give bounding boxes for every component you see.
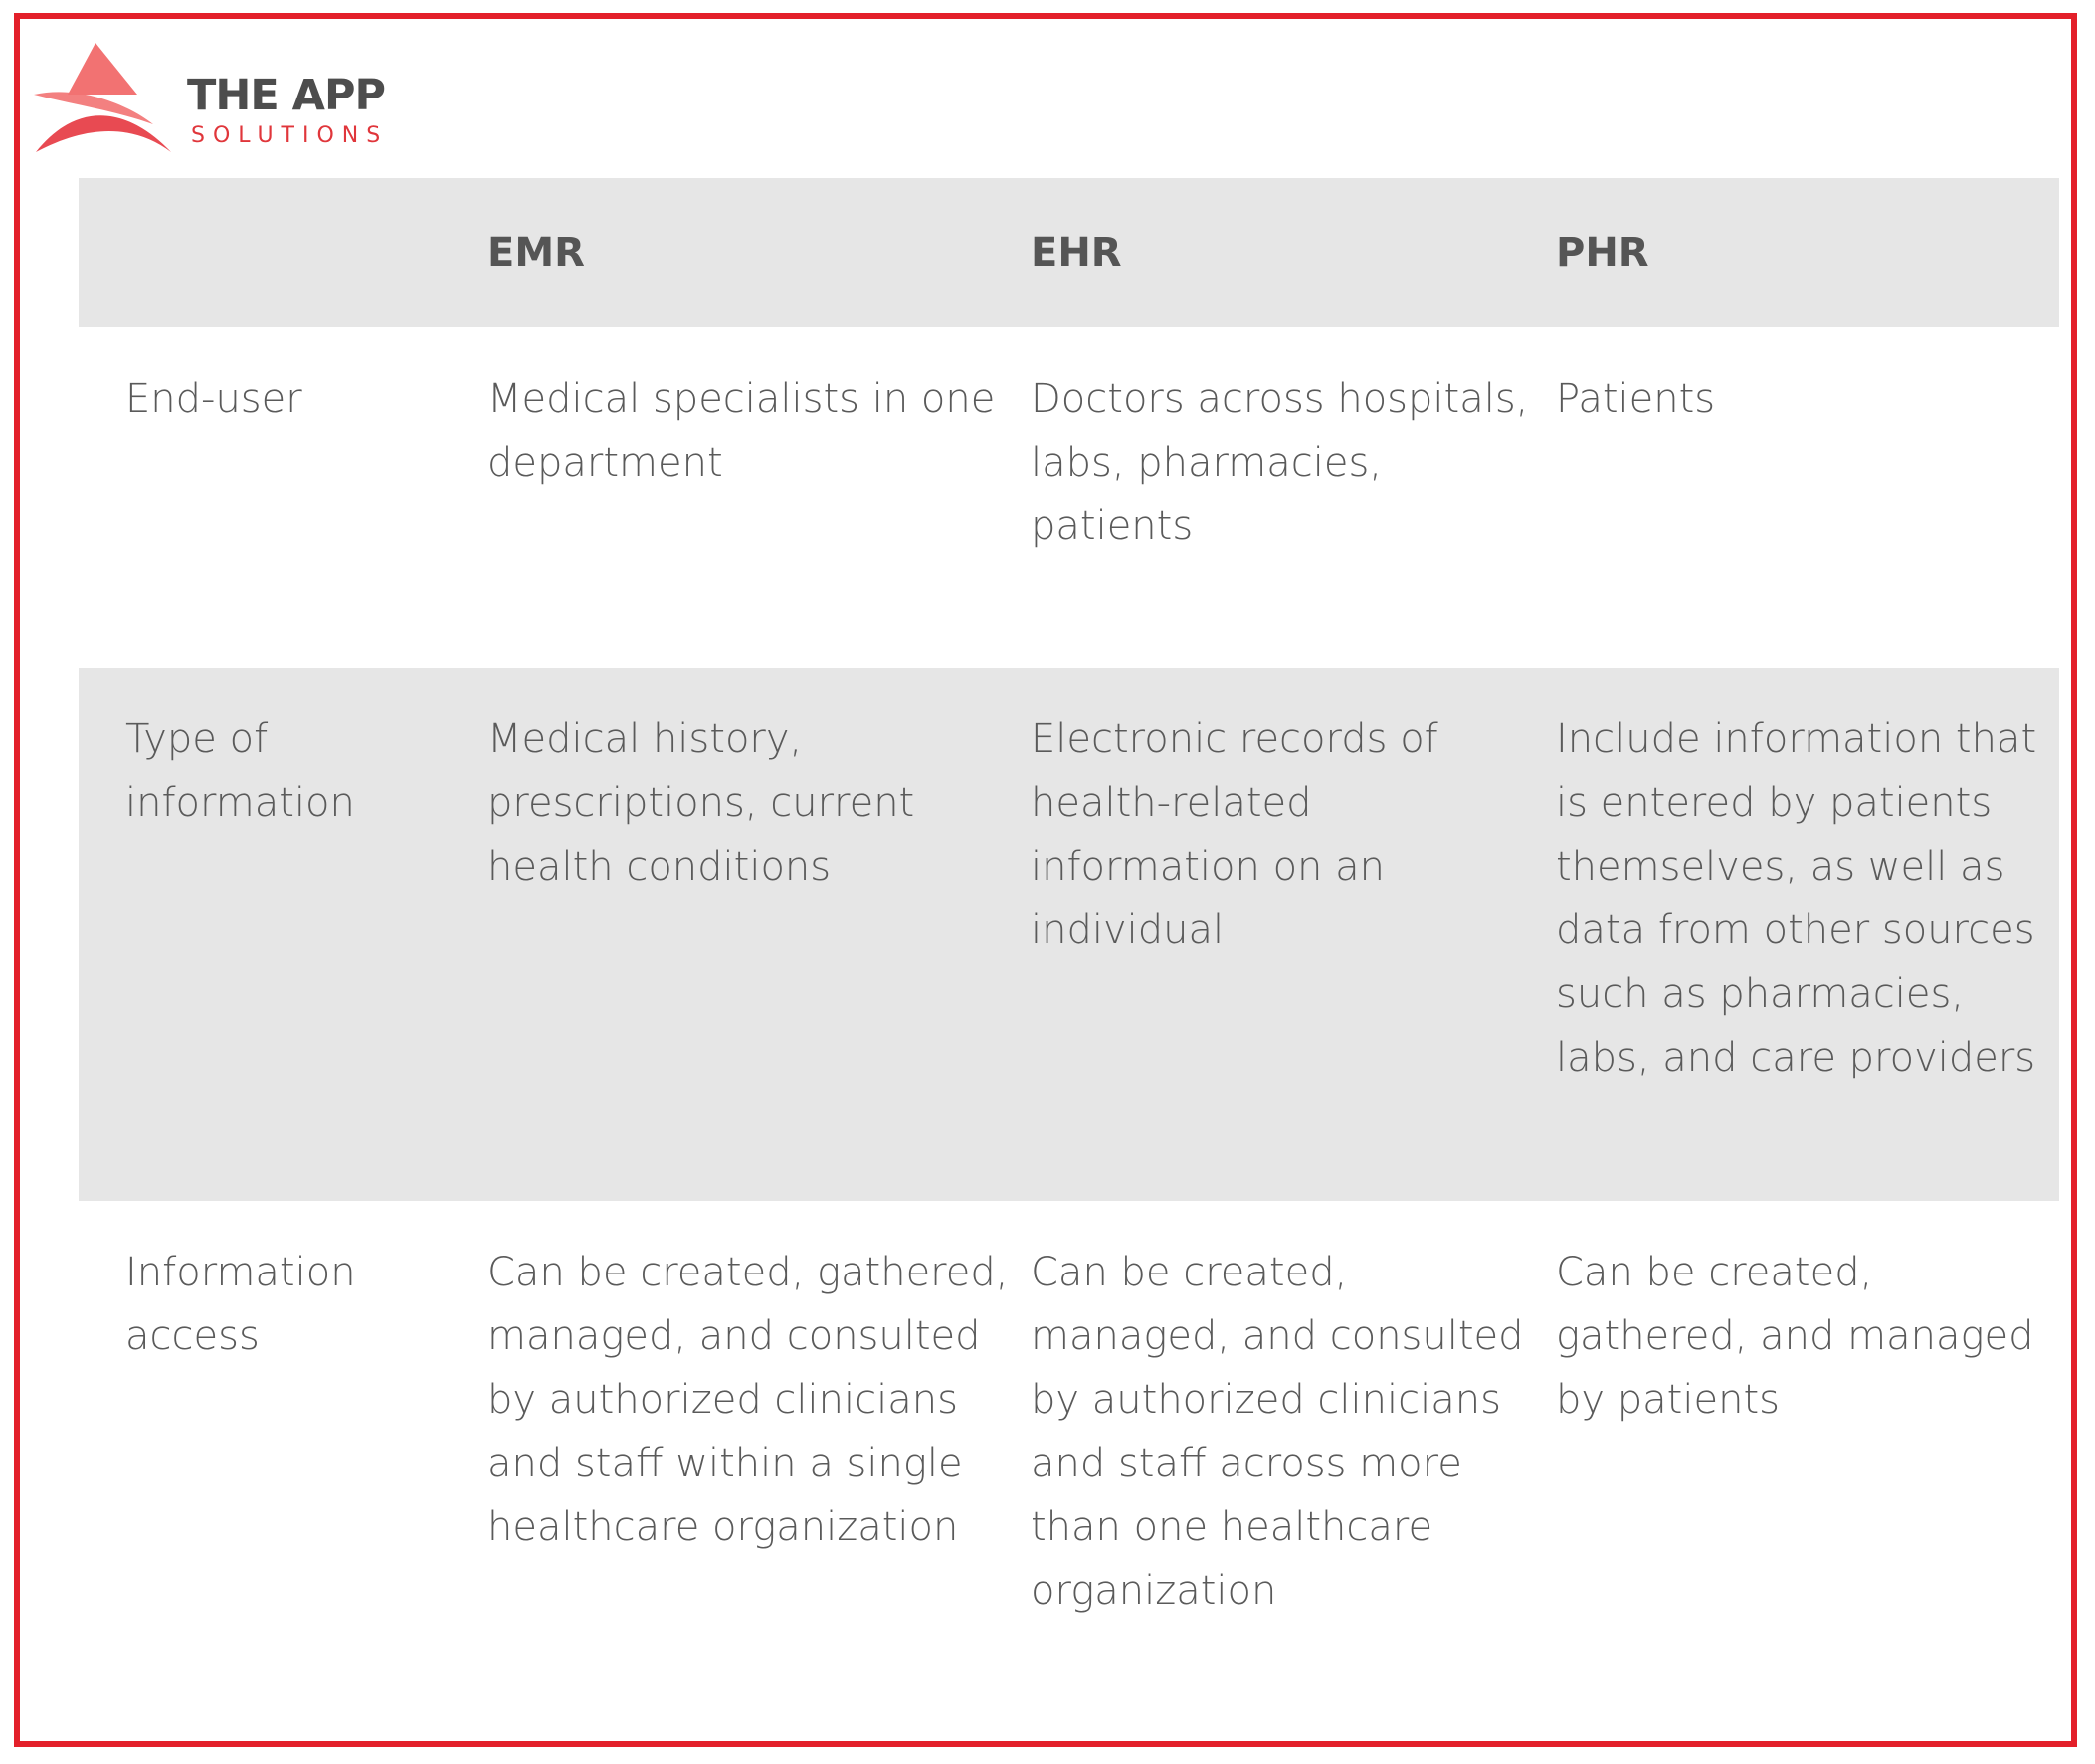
company-logo <box>34 25 432 169</box>
header-cell-phr: PHR <box>1556 230 1649 276</box>
triangle-swoosh-logo-icon <box>34 25 193 164</box>
row-label: Information access <box>125 1250 356 1359</box>
phr-cell: Patients <box>1556 376 1716 422</box>
ehr-cell: Electronic records of health-related information on an individual <box>1031 716 1438 953</box>
page-frame <box>14 13 2077 1747</box>
ehr-cell: Doctors across hospitals, labs, pharmacies, patients <box>1031 376 1529 549</box>
header-cell-emr: EMR <box>487 230 585 276</box>
row-label: Type of information <box>125 716 355 826</box>
table-row <box>79 327 2059 668</box>
emr-cell: Medical specialists in one department <box>487 376 996 486</box>
emr-cell: Medical history, prescriptions, current health conditions <box>487 716 915 889</box>
row-label: End-user <box>125 376 302 422</box>
table-row <box>79 668 2059 1201</box>
table-header-row <box>79 178 2059 327</box>
header-cell-ehr: EHR <box>1031 230 1122 276</box>
logo-subtitle: SOLUTIONS <box>191 123 389 148</box>
phr-cell: Include information that is entered by patients themselves, as well as data from other sources such as pharmacies, labs, and care providers <box>1556 716 2037 1080</box>
logo-title: THE APP <box>187 71 385 120</box>
emr-cell: Can be created, gathered, managed, and consulted by authorized clinicians and staff within a single healthcare organization <box>487 1250 1009 1550</box>
table-row <box>79 1201 2059 1747</box>
ehr-cell: Can be created, managed, and consulted by authorized clinicians and staff across more than one healthcare organization <box>1031 1250 1524 1614</box>
comparison-table <box>79 178 2059 1747</box>
phr-cell: Can be created, gathered, and managed by patients <box>1556 1250 2034 1423</box>
